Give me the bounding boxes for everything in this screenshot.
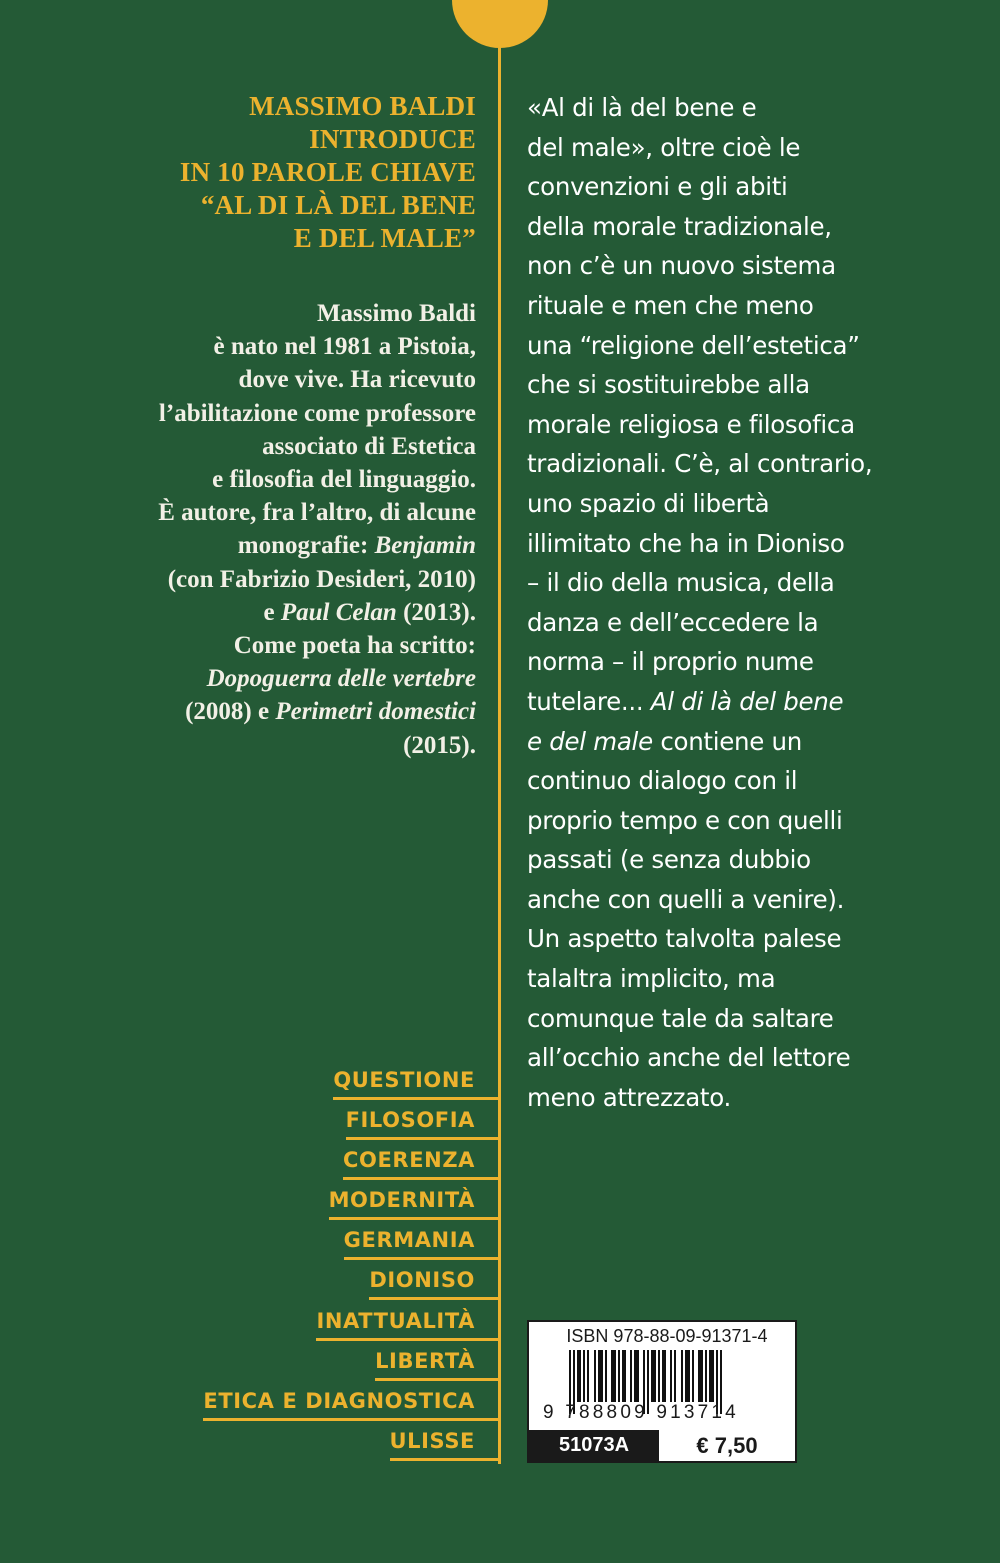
bio-text: (2013).	[396, 598, 476, 626]
blurb-line	[527, 682, 947, 722]
back-cover-blurb	[527, 88, 947, 1117]
intro-heading-line: “AL DI LÀ DEL BENE	[200, 190, 476, 220]
bio-line: Come poeta ha scritto:	[233, 632, 476, 660]
blurb-line: che si sostituirebbe alla	[527, 370, 810, 400]
price-row	[529, 1430, 795, 1461]
bio-text: monografie:	[237, 532, 375, 560]
bio-line: (con Fabrizio Desideri, 2010)	[167, 565, 476, 593]
book-title: Paul Celan	[280, 598, 397, 626]
keyword-label: INATTUALITÀ	[316, 1308, 475, 1333]
keyword-item	[150, 1304, 500, 1344]
blurb-line: passati (e senza dubbio	[527, 845, 811, 875]
bio-text: (2008) e	[185, 698, 276, 726]
keyword-item	[150, 1143, 500, 1183]
bio-text: e	[263, 598, 281, 626]
blurb-text: contiene un	[652, 726, 802, 756]
intro-heading-line: IN 10 PAROLE CHIAVE	[179, 157, 476, 187]
book-title: Perimetri domestici	[275, 698, 476, 726]
blurb-line	[527, 722, 947, 762]
bio-line	[100, 695, 476, 728]
bio-line: Massimo Baldi	[316, 300, 476, 327]
blurb-line: non c’è un nuovo sistema	[527, 251, 836, 281]
keyword-list	[150, 1063, 500, 1464]
book-title: e del male	[527, 726, 653, 756]
keyword-item	[150, 1263, 500, 1303]
book-title: Dopoguerra delle vertebre	[206, 665, 476, 693]
keyword-item	[150, 1063, 500, 1103]
keyword-label: MODERNITÀ	[328, 1188, 475, 1213]
barcode-digits: 9 788809 913714	[543, 1402, 739, 1423]
keyword-item	[150, 1223, 500, 1263]
keyword-label: LIBERTÀ	[375, 1348, 475, 1373]
author-bio	[100, 297, 476, 762]
keyword-label: FILOSOFIA	[345, 1108, 475, 1133]
intro-heading-line: E DEL MALE”	[293, 223, 476, 253]
bio-line	[100, 596, 476, 629]
keyword-label: ULISSE	[389, 1428, 475, 1453]
intro-heading-line: INTRODUCE	[309, 124, 476, 154]
keyword-label: GERMANIA	[343, 1228, 475, 1253]
keyword-item	[150, 1424, 500, 1464]
blurb-line: comunque tale da saltare	[527, 1003, 834, 1033]
bio-line	[100, 529, 476, 562]
blurb-line: danza e dell’eccedere la	[527, 607, 819, 637]
bio-line: dove vive. Ha ricevuto	[238, 366, 476, 394]
bio-line	[100, 662, 476, 695]
price: € 7,50	[659, 1430, 795, 1461]
blurb-line: una “religione dell’estetica”	[527, 330, 860, 360]
isbn-barcode-box	[527, 1320, 797, 1463]
blurb-line: all’occhio anche del lettore	[527, 1043, 851, 1073]
bio-line: (2015).	[403, 731, 476, 759]
bio-line: l’abilitazione come professore	[158, 399, 476, 427]
blurb-line: uno spazio di libertà	[527, 488, 770, 518]
blurb-line: «Al di là del bene e	[527, 93, 757, 122]
book-title: Benjamin	[374, 532, 476, 560]
blurb-line: Un aspetto talvolta palese	[527, 924, 842, 954]
blurb-line: rituale e men che meno	[527, 290, 814, 320]
blurb-line: – il dio della musica, della	[527, 568, 835, 598]
keyword-label: COERENZA	[343, 1148, 475, 1173]
blurb-line: illimitato che ha in Dioniso	[527, 528, 845, 558]
bio-line: è nato nel 1981 a Pistoia,	[213, 333, 476, 361]
keyword-item	[150, 1183, 500, 1223]
isbn-label: ISBN 978-88-09-91371-4	[566, 1326, 768, 1346]
book-title: Al di là del bene	[650, 686, 844, 716]
blurb-line: della morale tradizionale,	[527, 211, 832, 241]
blurb-line: norma – il proprio nume	[527, 647, 814, 677]
blurb-line: tradizionali. C’è, al contrario,	[527, 449, 873, 479]
keyword-label: QUESTIONE	[333, 1068, 475, 1092]
blurb-text: tutelare...	[527, 686, 651, 716]
keyword-item	[150, 1103, 500, 1143]
intro-heading	[100, 90, 476, 255]
blurb-line: morale religiosa e filosofica	[527, 409, 855, 439]
keyword-item	[150, 1384, 500, 1424]
keyword-label: ETICA E DIAGNOSTICA	[203, 1388, 475, 1413]
product-code: 51073A	[529, 1430, 659, 1461]
blurb-line: del male», oltre cioè le	[527, 132, 801, 162]
blurb-line: proprio tempo e con quelli	[527, 805, 843, 835]
blurb-line: convenzioni e gli abiti	[527, 172, 788, 202]
bio-line: e filosofia del linguaggio.	[212, 466, 476, 494]
bio-line: associato di Estetica	[262, 432, 476, 460]
intro-heading-line: MASSIMO BALDI	[249, 91, 476, 121]
keyword-item	[150, 1344, 500, 1384]
blurb-line: meno attrezzato.	[527, 1082, 731, 1112]
blurb-line: talaltra implicito, ma	[527, 964, 776, 994]
blurb-line: continuo dialogo con il	[527, 766, 798, 796]
keyword-label: DIONISO	[369, 1268, 475, 1293]
blurb-line: anche con quelli a venire).	[527, 884, 845, 914]
bio-line: È autore, fra l’altro, di alcune	[158, 499, 476, 527]
